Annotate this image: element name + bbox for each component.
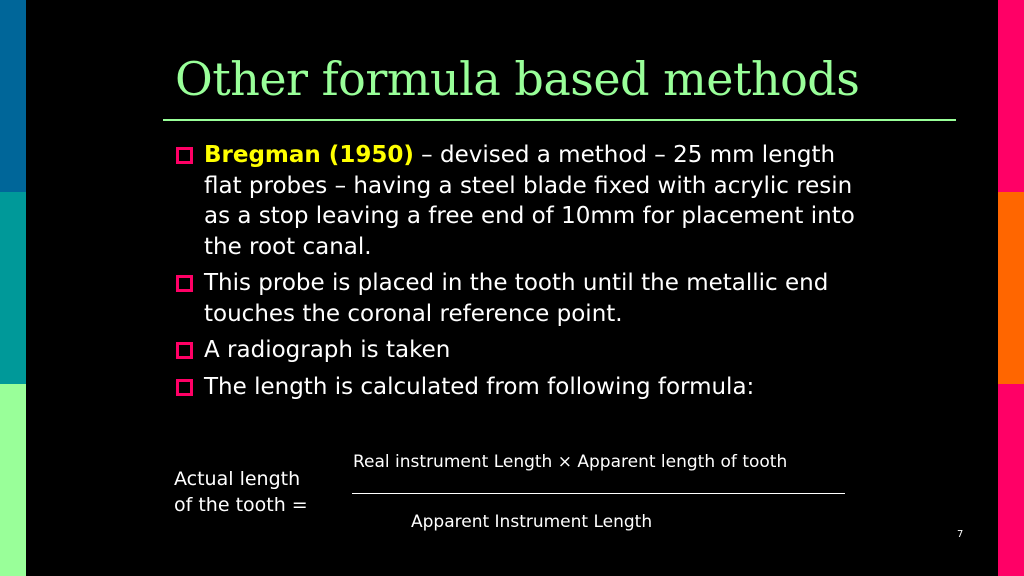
left-accent-bar-top	[0, 0, 26, 192]
formula-lhs-line: Actual length	[174, 468, 301, 490]
bullet-item	[176, 268, 876, 329]
right-accent-bar-middle	[998, 192, 1024, 384]
bullet-item	[176, 335, 876, 366]
bullet-list	[176, 140, 876, 408]
bullet-text: This probe is placed in the tooth until the metallic end touches the coronal reference point.	[204, 270, 829, 327]
square-bullet-icon	[176, 147, 193, 164]
formula-numerator: Real instrument Length × Apparent length of tooth	[353, 452, 788, 472]
left-accent-bar-middle	[0, 192, 26, 384]
formula-denominator: Apparent Instrument Length	[411, 512, 653, 532]
bullet-item	[176, 140, 876, 262]
bullet-highlight: Bregman (1950)	[204, 142, 414, 168]
left-accent-bar-bottom	[0, 384, 26, 576]
square-bullet-icon	[176, 342, 193, 359]
right-accent-bar-bottom	[998, 384, 1024, 576]
right-accent-bar-top	[998, 0, 1024, 192]
slide-title: Other formula based methods	[175, 52, 860, 106]
fraction-bar	[352, 493, 845, 494]
formula-lhs-line: of the tooth =	[174, 494, 308, 516]
square-bullet-icon	[176, 379, 193, 396]
page-number: 7	[957, 529, 964, 540]
bullet-text: The length is calculated from following formula:	[204, 373, 755, 400]
square-bullet-icon	[176, 275, 193, 292]
bullet-text: A radiograph is taken	[204, 337, 451, 363]
formula-left-side	[174, 466, 308, 518]
bullet-item	[176, 372, 876, 403]
title-divider	[163, 119, 956, 121]
bullet-text: – devised a method – 25 mm length flat probes – having a steel blade fixed with acrylic resin as a stop leaving a free end of 10mm for placement into the root canal.	[204, 142, 855, 260]
